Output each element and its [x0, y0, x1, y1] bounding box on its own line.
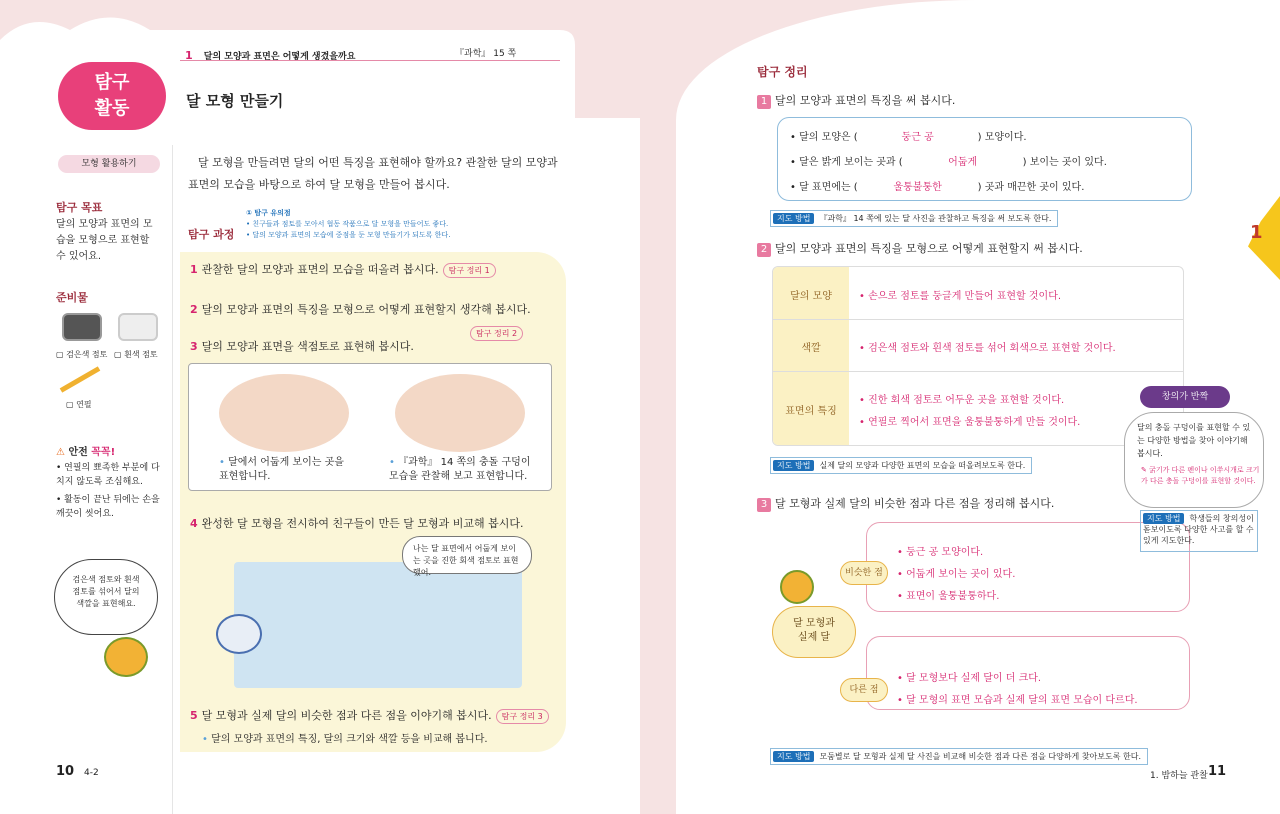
robot-image: [216, 614, 262, 654]
question-2: [757, 240, 1083, 257]
step-1: [190, 261, 496, 278]
guide-1-text: 『과학』 14 쪽에 있는 달 사진을 관찰하고 특징을 써 보도록 한다.: [819, 214, 1052, 223]
step-2-number: 2: [190, 303, 198, 316]
material-2: ▢ 흰색 점토: [114, 350, 158, 359]
table-head-color: 색깔: [801, 343, 821, 354]
summary-heading: 탐구 정리: [757, 65, 808, 79]
safety-1-text: 연필의 뾰족한 부분에 다치지 않도록 조심해요.: [56, 463, 160, 487]
table-divider-1: [773, 319, 1184, 320]
creative-answer: [1141, 465, 1261, 487]
safety-2: • 활동이 끝난 뒤에는 손을 깨끗이 씻어요.: [56, 495, 160, 519]
difference-2: • 달 모형의 표면 모습과 실제 달의 표면 모습이 다르다.: [897, 695, 1138, 706]
safety-heading-label: 안전: [68, 447, 88, 458]
step-3-text: 달의 모양과 표면을 색점토로 표현해 봅시다.: [201, 340, 414, 353]
unit-title: 달의 모양과 표면은 어떻게 생겼을까요: [203, 52, 356, 62]
question-2-text: 달의 모양과 표면의 특징을 모형으로 어떻게 표현할지 써 봅시다.: [775, 242, 1083, 255]
mascot-image: [104, 637, 148, 677]
difference-1: • 달 모형보다 실제 달이 더 크다.: [897, 673, 1042, 684]
step-4: [190, 515, 524, 531]
step-2-tag: 탐구 정리 2: [470, 326, 523, 341]
page-number-right: 11: [1208, 764, 1227, 779]
pencil-image: [60, 366, 101, 392]
step-3: [190, 338, 414, 354]
answer-2: [790, 153, 1107, 168]
chapter-tab-label: 1: [1250, 222, 1263, 243]
creative-guide-text: 학생들의 창의성이 돋보이도록 다양한 사고를 할 수 있게 지도한다.: [1143, 514, 1254, 545]
step-2-tag-wrap: [466, 321, 523, 341]
step-1-number: 1: [190, 263, 198, 276]
step-2-text: 달의 모양과 표면의 특징을 모형으로 어떻게 표현할지 생각해 봅시다.: [201, 303, 531, 316]
guide-3-text: 모둠별로 달 모형과 실제 달 사진을 비교해 비슷한 점과 다른 점을 다양하게 찾아보도록 한다.: [819, 752, 1142, 761]
caution-1: • 친구들과 점토를 모아서 협동 작품으로 달 모형을 만들어도 좋다.: [246, 220, 449, 228]
pencil-icon: ✎: [1141, 466, 1147, 474]
textbook-ref: 『과학』 15 쪽: [455, 49, 517, 59]
step-5-text: 달 모형과 실제 달의 비슷한 점과 다른 점을 이야기해 봅시다.: [201, 709, 492, 722]
answer-3-pre: • 달 표면에는 (: [790, 182, 858, 193]
guide-badge-1: 지도 방법: [773, 213, 814, 224]
classroom-photo: [234, 562, 522, 688]
white-clay-image: [118, 313, 158, 341]
safety-heading: [56, 443, 115, 458]
answer-2-pre: • 달은 밝게 보이는 곳과 (: [790, 157, 903, 168]
creative-bubble: [1124, 412, 1264, 508]
activity-tag-line1: 탐구: [94, 72, 130, 93]
answer-box-1: [777, 117, 1192, 201]
header-divider: [180, 60, 560, 61]
answer-3: [790, 178, 1084, 193]
guide-note-3: [770, 748, 1148, 765]
black-clay-image: [62, 313, 102, 341]
table-head-shape: 달의 모양: [790, 291, 832, 302]
q3-number: 3: [757, 498, 771, 512]
table-cell-shape: • 손으로 점토를 둥글게 만들어 표현할 것이다.: [859, 291, 1062, 302]
similar-2: • 어둡게 보이는 곳이 있다.: [897, 569, 1016, 580]
question-3: [757, 495, 1054, 512]
answer-3-post: ) 곳과 매끈한 곳이 있다.: [977, 182, 1085, 193]
safety-tag: 꼭꼭!: [91, 447, 116, 458]
answer-1-pre: • 달의 모양은 (: [790, 132, 858, 143]
similar-3: • 표면이 울퉁불퉁하다.: [897, 591, 1000, 602]
similar-label: 비슷한 점: [840, 561, 888, 585]
material-3: ▢ 연필: [66, 400, 92, 409]
photo-clay-hands-2: [395, 374, 525, 452]
photo-caption-1-text: 달에서 어둡게 보이는 곳을 표현합니다.: [219, 457, 344, 482]
step-2: [190, 301, 531, 317]
material-1: ▢ 검은색 점토: [56, 350, 108, 359]
activity-tag: [58, 62, 166, 130]
step-4-number: 4: [190, 517, 198, 530]
step-1-text: 관찰한 달의 모양과 표면의 모습을 떠올려 봅시다.: [201, 263, 439, 276]
chapter-footer: 1. 밤하늘 관찰: [1150, 771, 1208, 781]
safety-2-text: 활동이 끝난 뒤에는 손을 깨끗이 씻어요.: [56, 495, 160, 519]
answer-1-fill: 둥근 공: [901, 132, 934, 143]
step-1-tag: 탐구 정리 1: [443, 263, 496, 278]
similar-1: • 둥근 공 모양이다.: [897, 547, 984, 558]
table-head-surface: 표면의 특징: [785, 406, 837, 417]
guide-badge-2: 지도 방법: [773, 460, 814, 471]
expression-table: [772, 266, 1184, 446]
step-5-note-text: 달의 모양과 표면의 특징, 달의 크기와 색깔 등을 비교해 봅니다.: [211, 734, 488, 745]
difference-box: [866, 636, 1190, 710]
table-cell-surface-2: • 연필로 찍어서 표면을 울퉁불퉁하게 만들 것이다.: [859, 417, 1081, 428]
question-3-text: 달 모형과 실제 달의 비슷한 점과 다른 점을 정리해 봅시다.: [775, 497, 1055, 510]
answer-2-post: ) 보이는 곳이 있다.: [1022, 157, 1107, 168]
guide-2-text: 실제 달의 모양과 다양한 표면의 모습을 떠올려보도록 한다.: [819, 461, 1026, 470]
creative-guide: [1140, 510, 1258, 552]
guide-badge-3: 지도 방법: [773, 751, 814, 762]
creative-text: 달의 충돌 구덩이를 표현할 수 있는 다양한 방법을 찾아 이야기해 봅시다.: [1137, 423, 1251, 458]
page-number-left: 10: [56, 764, 75, 779]
step-5-number: 5: [190, 709, 198, 722]
creative-answer-text: 굵기가 다른 펜이나 이쑤시개로 크기가 다른 충돌 구덩이를 표현할 것이다.: [1141, 466, 1260, 485]
answer-1: [790, 128, 1027, 143]
material-3-label: 연필: [76, 400, 92, 409]
mascot-small-image: [780, 570, 814, 604]
photo-caption-2: • 『과학』 14 쪽의 충돌 구덩이 모습을 관찰해 보고 표현합니다.: [389, 457, 531, 482]
sidebar-tab: 모형 활용하기: [58, 155, 160, 173]
photo-clay-hands-1: [219, 374, 349, 452]
difference-label: 다른 점: [840, 678, 888, 702]
activity-tag-line2: 활동: [94, 98, 130, 119]
guide-badge-4: 지도 방법: [1143, 513, 1184, 524]
goal-text: 달의 모양과 표면의 모습을 모형으로 표현할 수 있어요.: [56, 219, 153, 262]
process-heading: 탐구 과정: [188, 228, 235, 241]
table-divider-2: [773, 371, 1184, 372]
unit-number: 1: [185, 49, 193, 62]
photo-caption-2-text: 『과학』 14 쪽의 충돌 구덩이 모습을 관찰해 보고 표현합니다.: [389, 457, 531, 482]
warning-icon: ⚠: [56, 447, 65, 458]
grade-label: 4-2: [84, 768, 99, 778]
material-2-label: 흰색 점토: [124, 350, 158, 359]
photo-box: [188, 363, 552, 491]
question-1-text: 달의 모양과 표면의 특징을 써 봅시다.: [775, 94, 956, 107]
question-1: [757, 92, 955, 109]
step-4-text: 완성한 달 모형을 전시하여 친구들이 만든 달 모형과 비교해 봅시다.: [201, 517, 524, 530]
caution-2: • 달의 모양과 표면의 모습에 중점을 둔 모형 만들기가 되도록 한다.: [246, 231, 451, 239]
student-speech-bubble: 나는 달 표면에서 어둡게 보이는 곳을 진한 회색 점토로 표현했어.: [402, 536, 532, 574]
step-5: [190, 707, 549, 724]
answer-2-fill: 어둡게: [948, 157, 978, 168]
creative-tag: 창의가 반짝: [1140, 386, 1230, 408]
sidebar-speech-bubble: 검은색 점토와 흰색 점토를 섞어서 달의 색깔을 표현해요.: [54, 559, 158, 635]
table-cell-surface-1: • 진한 회색 점토로 어두운 곳을 표현할 것이다.: [859, 395, 1065, 406]
q1-number: 1: [757, 95, 771, 109]
step-3-number: 3: [190, 340, 198, 353]
safety-1: • 연필의 뾰족한 부분에 다치지 않도록 조심해요.: [56, 463, 160, 487]
answer-3-fill: 울퉁불퉁한: [893, 182, 942, 193]
photo-caption-1: • 달에서 어둡게 보이는 곳을 표현합니다.: [219, 457, 344, 482]
caution-box: [246, 208, 450, 241]
guide-note-2: [770, 457, 1032, 474]
center-label: 달 모형과 실제 달: [772, 606, 856, 658]
unit-header: [185, 44, 565, 62]
page-title: 달 모형 만들기: [186, 92, 284, 110]
step-5-tag: 탐구 정리 3: [496, 709, 549, 724]
goal-heading: 탐구 목표: [56, 201, 103, 214]
material-1-label: 검은색 점토: [66, 350, 108, 359]
materials-heading: 준비물: [56, 291, 88, 304]
table-cell-color: • 검은색 점토와 흰색 점토를 섞어 회색으로 표현할 것이다.: [859, 343, 1116, 354]
answer-1-post: ) 모양이다.: [977, 132, 1027, 143]
step-5-note: • 달의 모양과 표면의 특징, 달의 크기와 색깔 등을 비교해 봅니다.: [202, 734, 488, 745]
guide-note-1: [770, 210, 1058, 227]
caution-heading: ① 탐구 유의점: [246, 209, 291, 217]
sidebar: [0, 145, 173, 814]
q2-number: 2: [757, 243, 771, 257]
intro-text: 달 모형을 만들려면 달의 어떤 특징을 표현해야 할까요? 관찰한 달의 모양과 표면의 모습을 바탕으로 하여 달 모형을 만들어 봅시다.: [188, 156, 558, 191]
